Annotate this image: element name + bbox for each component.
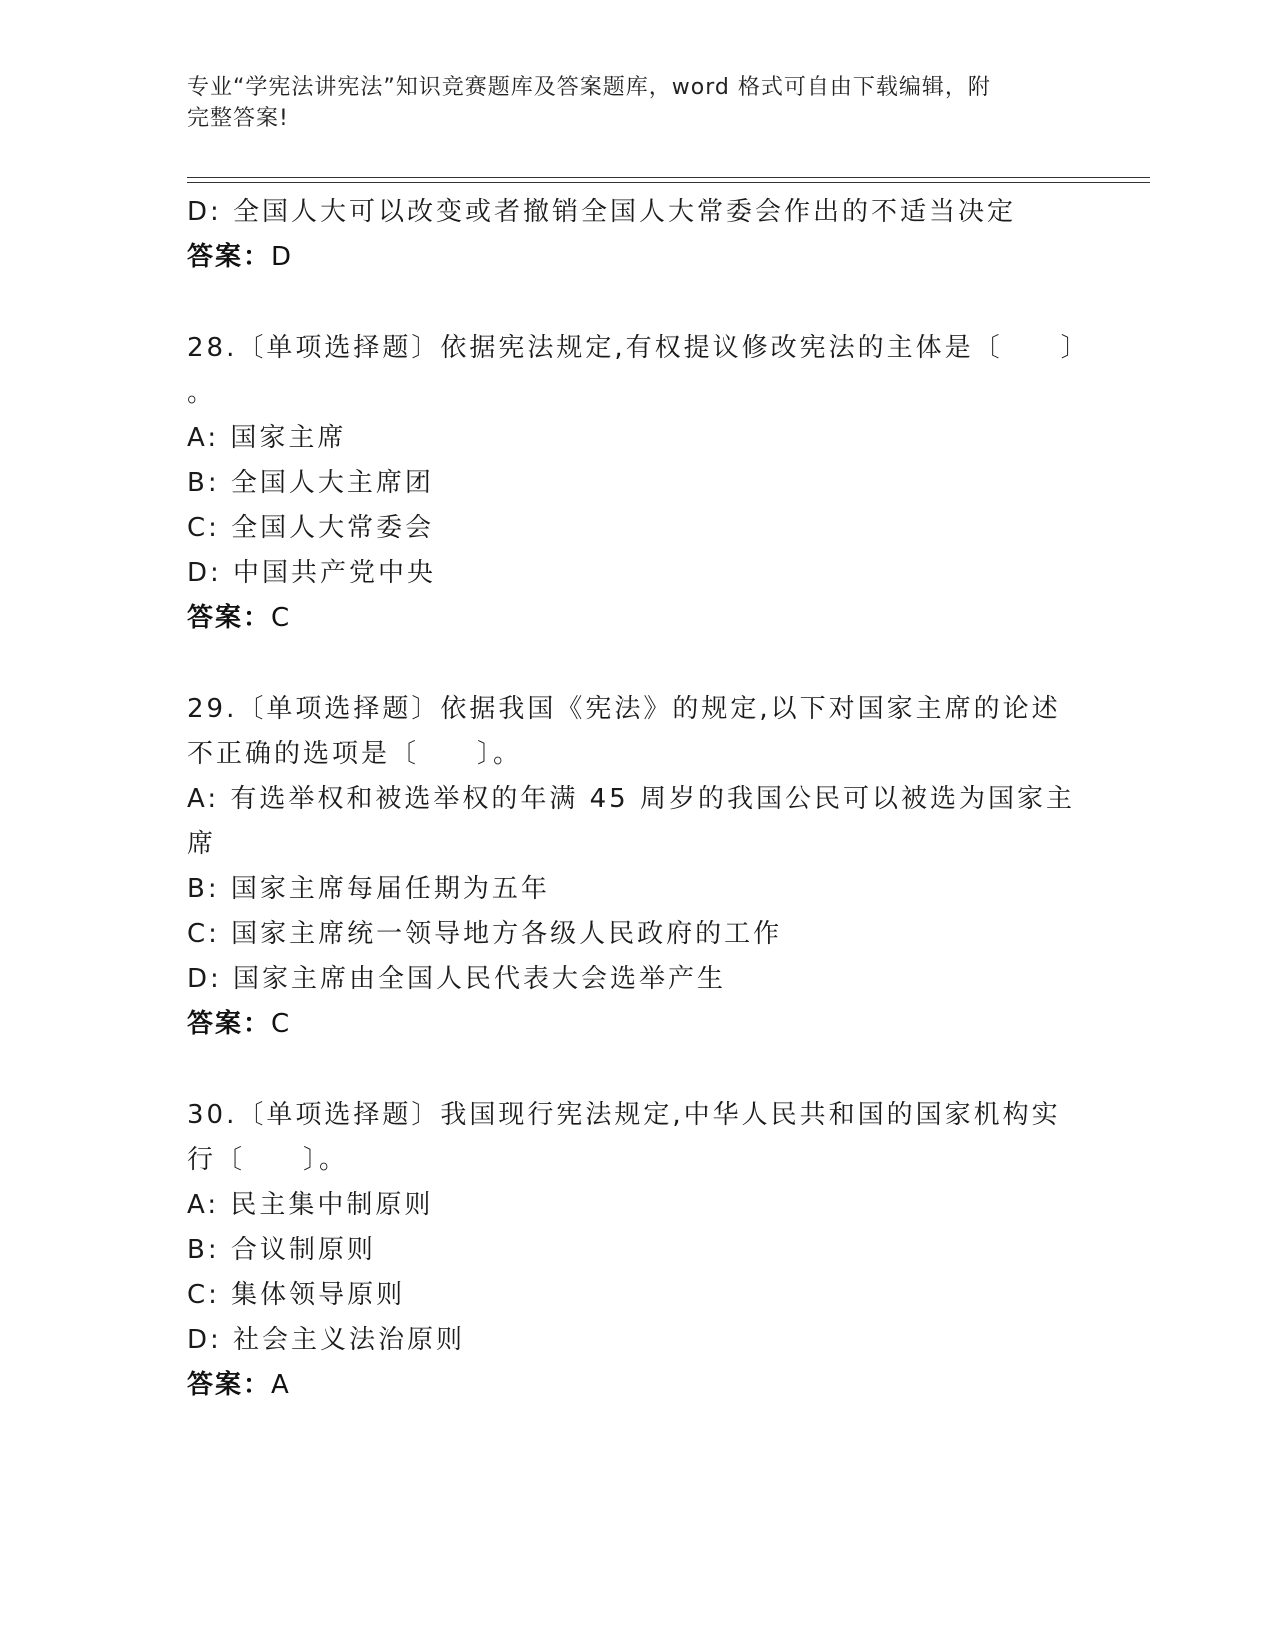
question-28: [187, 326, 1090, 641]
header-line-2: 完整答案!: [187, 106, 289, 131]
header-line-1: 专业“学宪法讲宪法”知识竞赛题库及答案题库，word 格式可自由下载编辑，附: [187, 75, 991, 100]
answer-label: 答案：: [187, 242, 272, 272]
option-b: B: 国家主席每届任期为五年: [187, 874, 550, 904]
document-header: [187, 72, 1067, 134]
document-body: [187, 190, 1090, 1408]
option-d: D: 社会主义法治原则: [187, 1325, 466, 1355]
question-30: [187, 1093, 1067, 1408]
answer-label: 答案：: [187, 1009, 272, 1039]
answer-value: A: [271, 1370, 291, 1400]
answer-value: D: [271, 242, 294, 272]
spacer: [187, 641, 1067, 687]
header-rule-bottom: [187, 182, 1150, 183]
option-c: C: 全国人大常委会: [187, 513, 435, 543]
answer: [187, 1363, 1067, 1408]
question-text-line-2: 。: [187, 378, 217, 408]
option-a-continued: 席: [187, 829, 217, 859]
answer-label: 答案：: [187, 603, 272, 633]
option-b: B: 合议制原则: [187, 1235, 376, 1265]
option-a: A: 有选举权和被选举权的年满 45 周岁的我国公民可以被选为国家主: [187, 784, 1075, 814]
answer-value: C: [271, 1009, 292, 1039]
answer: [187, 596, 1067, 641]
option-a: A: 民主集中制原则: [187, 1190, 434, 1220]
question-text-line-1: 30.〔单项选择题〕我国现行宪法规定,中华人民共和国的国家机构实: [187, 1100, 1061, 1130]
option-b: B: 全国人大主席团: [187, 468, 434, 498]
question-text-line-2: 不正确的选项是〔 〕。: [187, 739, 523, 769]
answer-label: 答案：: [187, 1370, 272, 1400]
question-text-line-2: 行〔 〕。: [187, 1145, 349, 1175]
answer-value: C: [271, 603, 292, 633]
question-text-line-1: 29.〔单项选择题〕依据我国《宪法》的规定,以下对国家主席的论述: [187, 694, 1061, 724]
carry-option-d: D: 全国人大可以改变或者撤销全国人大常委会作出的不适当决定: [187, 197, 1017, 227]
question-29: [187, 687, 1075, 1047]
option-d: D: 中国共产党中央: [187, 558, 437, 588]
answer: [187, 1002, 1067, 1047]
spacer: [187, 280, 1067, 326]
option-d: D: 国家主席由全国人民代表大会选举产生: [187, 964, 727, 994]
carry-answer: [187, 235, 1067, 280]
question-text-line-1: 28.〔单项选择题〕依据宪法规定,有权提议修改宪法的主体是〔 〕: [187, 333, 1090, 363]
spacer: [187, 1047, 1067, 1093]
option-c: C: 集体领导原则: [187, 1280, 406, 1310]
header-rule-top: [187, 177, 1150, 178]
option-c: C: 国家主席统一领导地方各级人民政府的工作: [187, 919, 783, 949]
option-a: A: 国家主席: [187, 423, 347, 453]
